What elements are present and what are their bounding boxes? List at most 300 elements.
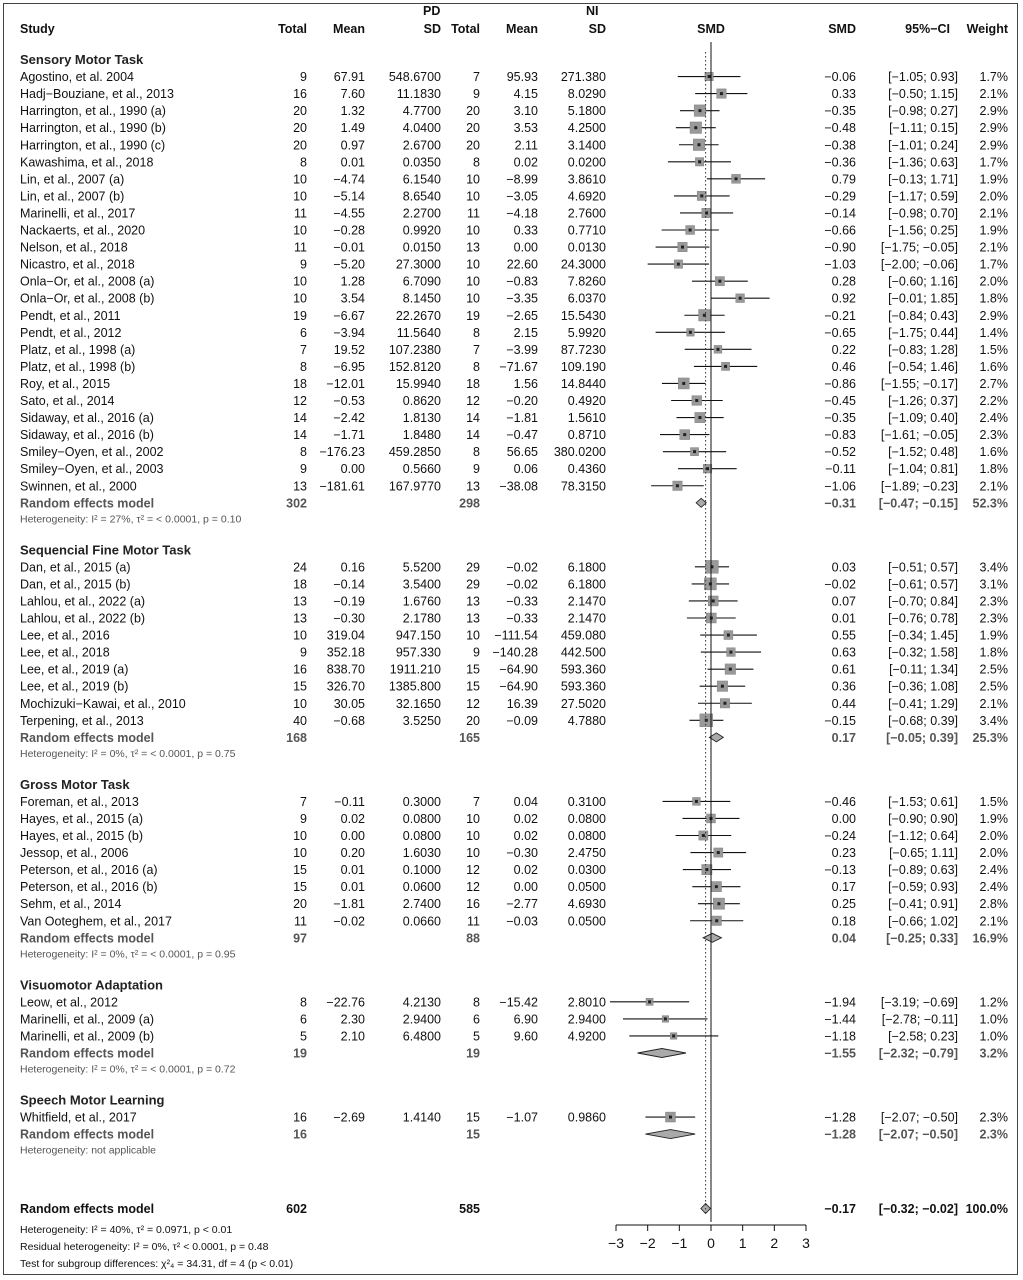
group2-header: NI (586, 4, 599, 18)
ci-cell: [−0.11; 1.34] (889, 662, 958, 677)
smd-cell: −0.45 (824, 394, 856, 408)
sd1-cell: 4.7700 (402, 104, 441, 119)
study-name: Harrington, et al., 1990 (b) (20, 121, 166, 136)
total2-cell: 5 (473, 1029, 480, 1044)
overall-label: Random effects model (20, 1202, 155, 1216)
point-estimate (698, 160, 701, 163)
total1-cell: 13 (293, 611, 307, 626)
x-tick-label: 2 (770, 1235, 779, 1251)
sd1-cell: 1.6760 (402, 594, 441, 609)
sd2-cell: 459.080 (560, 628, 606, 643)
ci-cell: [−0.65; 1.11] (889, 846, 958, 861)
smd-cell: 0.55 (831, 628, 856, 643)
total2-cell: 7 (473, 794, 480, 809)
mean1-cell: −181.61 (319, 479, 365, 494)
weight-cell: 1.9% (979, 223, 1008, 238)
study-name: Roy, et al., 2015 (20, 376, 111, 391)
mean2-cell: 56.65 (506, 445, 538, 460)
mean1-cell: −0.68 (333, 713, 365, 728)
total2-cell: 10 (466, 628, 480, 643)
sd1-cell: 107.2380 (388, 342, 441, 357)
group-heterogeneity: Heterogeneity: I² = 0%, τ² = < 0.0001, p = 0.72 (20, 1063, 236, 1076)
sd1-cell: 0.0800 (402, 829, 441, 843)
mean1-cell: 2.10 (340, 1029, 365, 1044)
smd-cell: −0.29 (824, 189, 856, 204)
total1-cell: 18 (293, 577, 307, 592)
total1-cell: 10 (293, 274, 307, 289)
total1-cell: 24 (293, 560, 307, 575)
pooled-diamond (709, 733, 723, 742)
total2-cell: 13 (466, 479, 480, 494)
sd2-cell: 4.7880 (567, 713, 606, 728)
total2-cell: 165 (459, 730, 480, 745)
mean2-cell: −3.05 (506, 189, 538, 204)
total1-cell: 12 (293, 394, 307, 408)
pooled-diamond (638, 1049, 686, 1058)
weight-cell: 16.9% (972, 931, 1008, 946)
total1-cell: 10 (293, 291, 307, 306)
smd-cell: −1.06 (824, 479, 856, 494)
group-heterogeneity: Heterogeneity: not applicable (20, 1144, 157, 1157)
smd-cell: 0.28 (831, 274, 856, 289)
weight-cell: 1.8% (979, 462, 1008, 477)
mean2-cell: −3.35 (506, 291, 538, 306)
study-name: Agostino, et al. 2004 (20, 70, 134, 85)
ci-cell: [−0.05; 0.39] (886, 730, 958, 745)
sd2-cell: 593.360 (560, 679, 606, 694)
point-estimate (677, 263, 680, 266)
header-ci: 95%−CI (905, 22, 950, 36)
sd2-cell: 380.0200 (553, 445, 606, 460)
weight-cell: 1.8% (979, 291, 1008, 306)
sd1-cell: 0.0350 (402, 155, 441, 170)
total1-cell: 7 (300, 794, 307, 809)
mean1-cell: 0.00 (340, 462, 365, 477)
total1-cell: 11 (294, 914, 307, 929)
study-name: Smiley−Oyen, et al., 2003 (20, 462, 164, 477)
point-estimate (669, 1116, 672, 1119)
study-name: Dan, et al., 2015 (a) (20, 560, 131, 575)
mean2-cell: 6.90 (513, 1012, 538, 1027)
sd2-cell: 0.8710 (567, 428, 606, 443)
mean1-cell: −22.76 (326, 995, 365, 1010)
mean1-cell: 0.02 (340, 811, 365, 826)
sd2-cell: 5.1800 (567, 104, 606, 119)
sd1-cell: 0.0600 (402, 880, 441, 895)
point-estimate (682, 382, 685, 385)
sd1-cell: 2.9400 (402, 1012, 441, 1027)
mean2-cell: −140.28 (492, 645, 538, 660)
smd-cell: −0.36 (824, 155, 856, 170)
total1-cell: 20 (293, 138, 307, 153)
weight-cell: 2.1% (979, 206, 1008, 221)
smd-cell: 0.22 (831, 342, 856, 357)
point-estimate (715, 919, 718, 922)
study-name: Lin, et al., 2007 (a) (20, 172, 125, 187)
total2-cell: 20 (466, 121, 480, 136)
total2-cell: 15 (466, 679, 480, 694)
study-name: Nackaerts, et al., 2020 (20, 223, 146, 238)
weight-cell: 2.0% (979, 189, 1008, 204)
sd2-cell: 0.0130 (567, 240, 606, 255)
total1-cell: 15 (293, 863, 307, 878)
weight-cell: 1.7% (979, 257, 1008, 272)
ci-cell: [−0.41; 0.91] (888, 897, 958, 912)
total2-cell: 8 (473, 155, 480, 170)
total2-cell: 13 (466, 240, 480, 255)
weight-cell: 2.0% (979, 274, 1008, 289)
mean2-cell: 9.60 (513, 1029, 538, 1044)
mean1-cell: −12.01 (326, 376, 365, 391)
total1-cell: 15 (293, 679, 307, 694)
point-estimate (700, 194, 703, 197)
mean1-cell: 67.91 (333, 70, 365, 85)
smd-cell: 0.92 (831, 291, 856, 306)
smd-cell: −0.86 (824, 376, 856, 391)
point-estimate (720, 92, 723, 95)
weight-cell: 1.9% (979, 172, 1008, 187)
mean1-cell: −4.74 (333, 172, 365, 187)
mean2-cell: −2.77 (506, 897, 538, 912)
sd1-cell: 1385.800 (388, 679, 441, 694)
smd-cell: −0.15 (824, 713, 856, 728)
smd-cell: 0.46 (831, 359, 856, 374)
group-title: Visuomotor Adaptation (20, 977, 163, 993)
weight-cell: 1.9% (979, 811, 1008, 826)
weight-cell: 2.4% (979, 880, 1008, 895)
mean2-cell: −64.90 (499, 662, 538, 677)
x-tick-label: 3 (802, 1235, 810, 1251)
sd2-cell: 6.1800 (567, 577, 606, 592)
sd1-cell: 8.1450 (402, 291, 441, 306)
total1-cell: 6 (300, 1012, 307, 1027)
point-estimate (727, 634, 730, 637)
total2-cell: 7 (473, 342, 480, 357)
sd2-cell: 14.8440 (560, 376, 606, 391)
ci-cell: [−2.58; 0.23] (888, 1029, 958, 1044)
mean1-cell: −0.11 (334, 794, 365, 809)
mean1-cell: 19.52 (333, 342, 365, 357)
total1-cell: 10 (293, 846, 307, 861)
smd-cell: −1.28 (824, 1110, 856, 1125)
total1-cell: 20 (293, 121, 307, 136)
sd2-cell: 4.6920 (567, 189, 606, 204)
ci-cell: [−1.09; 0.40] (888, 411, 958, 426)
point-estimate (676, 484, 679, 487)
sd1-cell: 5.5200 (402, 560, 441, 575)
total1-cell: 10 (293, 189, 307, 204)
mean1-cell: −0.02 (333, 914, 365, 929)
total2-cell: 19 (466, 308, 480, 323)
total1-cell: 6 (300, 325, 307, 340)
weight-cell: 2.3% (979, 594, 1008, 609)
ci-cell: [−1.26; 0.37] (888, 394, 958, 408)
sd2-cell: 0.0500 (567, 880, 606, 895)
ci-cell: [−2.00; −0.06] (880, 257, 958, 272)
mean2-cell: 2.15 (513, 325, 538, 340)
study-name: Whitfield, et al., 2017 (20, 1110, 137, 1125)
ci-cell: [−2.07; −0.50] (878, 1127, 958, 1142)
smd-cell: −0.38 (824, 138, 856, 153)
smd-cell: 0.25 (831, 897, 856, 912)
pooled-label: Random effects model (20, 1127, 155, 1142)
header-study: Study (20, 22, 55, 36)
header-total2: Total (451, 22, 480, 36)
point-estimate (739, 297, 742, 300)
study-name: Nicastro, et al., 2018 (20, 257, 135, 272)
overall-weight: 100.0% (965, 1202, 1008, 1216)
total2-cell: 20 (466, 713, 480, 728)
point-estimate (724, 365, 727, 368)
smd-cell: 0.36 (831, 679, 856, 694)
ci-cell: [−0.50; 1.15] (888, 87, 958, 102)
ci-cell: [−0.89; 0.63] (888, 863, 958, 878)
point-estimate (708, 75, 711, 78)
mean1-cell: 838.70 (326, 662, 365, 677)
total2-cell: 7 (473, 70, 480, 85)
weight-cell: 2.3% (979, 428, 1008, 443)
mean2-cell: −2.65 (506, 308, 538, 323)
total1-cell: 15 (293, 880, 307, 895)
sd1-cell: 22.2670 (395, 308, 441, 323)
group-heterogeneity: Heterogeneity: I² = 27%, τ² = < 0.0001, p = 0.10 (20, 513, 242, 526)
sd1-cell: 4.0400 (402, 121, 441, 136)
ci-cell: [−1.52; 0.48] (888, 445, 958, 460)
total1-cell: 9 (300, 811, 307, 826)
weight-cell: 1.4% (979, 325, 1008, 340)
smd-cell: 0.44 (831, 696, 856, 711)
total2-cell: 15 (466, 662, 480, 677)
ci-cell: [−0.36; 1.08] (888, 679, 958, 694)
smd-cell: 0.79 (831, 172, 856, 187)
total2-cell: 8 (473, 359, 480, 374)
sd2-cell: 0.9860 (567, 1110, 606, 1125)
mean2-cell: −71.67 (499, 359, 538, 374)
ci-cell: [−0.25; 0.33] (886, 931, 958, 946)
total1-cell: 13 (293, 594, 307, 609)
sd2-cell: 0.7710 (567, 223, 606, 238)
mean1-cell: 0.97 (340, 138, 365, 153)
x-tick-label: −1 (671, 1235, 688, 1251)
header-mean1: Mean (333, 22, 365, 36)
x-tick-label: −3 (608, 1235, 624, 1251)
smd-cell: −1.55 (824, 1046, 856, 1061)
mean2-cell: −0.33 (506, 611, 538, 626)
total2-cell: 6 (473, 1012, 480, 1027)
group-heterogeneity: Heterogeneity: I² = 0%, τ² = < 0.0001, p = 0.75 (20, 747, 236, 760)
header-total1: Total (278, 22, 307, 36)
sd1-cell: 0.3000 (402, 794, 441, 809)
ci-cell: [−2.07; −0.50] (880, 1110, 958, 1125)
total2-cell: 10 (466, 291, 480, 306)
sd2-cell: 15.5430 (560, 308, 606, 323)
point-estimate (717, 902, 720, 905)
sd2-cell: 4.9200 (567, 1029, 606, 1044)
weight-cell: 1.7% (979, 70, 1008, 85)
weight-cell: 2.1% (979, 914, 1008, 929)
sd1-cell: 0.5660 (402, 462, 441, 477)
total2-cell: 13 (466, 611, 480, 626)
group1-header: PD (423, 4, 441, 18)
sd2-cell: 2.1470 (567, 611, 606, 626)
weight-cell: 2.1% (979, 696, 1008, 711)
sd2-cell: 6.1800 (567, 560, 606, 575)
mean1-cell: 0.20 (340, 846, 365, 861)
mean2-cell: 95.93 (506, 70, 538, 85)
smd-cell: −0.48 (824, 121, 856, 136)
weight-cell: 2.5% (979, 662, 1008, 677)
smd-cell: −0.14 (824, 206, 856, 221)
mean2-cell: −0.33 (506, 594, 538, 609)
total1-cell: 10 (293, 829, 307, 843)
total2-cell: 11 (467, 206, 480, 221)
ci-cell: [−2.32; −0.79] (878, 1046, 958, 1061)
total1-cell: 18 (293, 376, 307, 391)
sd1-cell: 4.2130 (402, 995, 441, 1010)
weight-cell: 3.4% (979, 560, 1008, 575)
total1-cell: 11 (294, 206, 307, 221)
ci-cell: [−1.75; 0.44] (888, 325, 958, 340)
total2-cell: 12 (466, 880, 480, 895)
mean2-cell: 3.53 (513, 121, 538, 136)
point-estimate (735, 177, 738, 180)
ci-cell: [−0.66; 1.02] (888, 914, 958, 929)
header-sd2: SD (588, 22, 606, 36)
total1-cell: 10 (293, 223, 307, 238)
sd1-cell: 0.9920 (402, 223, 441, 238)
total1-cell: 20 (293, 897, 307, 912)
study-name: Foreman, et al., 2013 (20, 794, 139, 809)
smd-cell: 0.01 (831, 611, 856, 626)
mean1-cell: −5.14 (333, 189, 365, 204)
total1-cell: 19 (293, 1046, 307, 1061)
sd2-cell: 6.0370 (567, 291, 606, 306)
point-estimate (706, 467, 709, 470)
total1-cell: 40 (293, 713, 307, 728)
mean1-cell: 1.28 (340, 274, 365, 289)
point-estimate (716, 348, 719, 351)
weight-cell: 2.1% (979, 87, 1008, 102)
ci-cell: [−0.98; 0.27] (888, 104, 958, 119)
total1-cell: 16 (293, 662, 307, 677)
ci-cell: [−0.32; 1.58] (888, 645, 958, 660)
point-estimate (648, 1000, 651, 1003)
smd-cell: −0.21 (824, 308, 856, 323)
header-sd1: SD (423, 22, 441, 36)
ci-cell: [−1.04; 0.81] (888, 462, 958, 477)
study-name: Lahlou, et al., 2022 (a) (20, 594, 146, 609)
study-name: Sidaway, et al., 2016 (a) (20, 411, 154, 426)
mean1-cell: 1.32 (340, 104, 365, 119)
total2-cell: 8 (473, 325, 480, 340)
sd1-cell: 27.3000 (395, 257, 441, 272)
sd2-cell: 2.8010 (567, 995, 606, 1010)
weight-cell: 2.9% (979, 104, 1008, 119)
weight-cell: 2.9% (979, 121, 1008, 136)
mean1-cell: 1.49 (340, 121, 365, 136)
mean1-cell: 326.70 (326, 679, 365, 694)
sd2-cell: 2.4750 (567, 846, 606, 861)
mean1-cell: 30.05 (333, 696, 365, 711)
mean2-cell: −1.07 (506, 1110, 538, 1125)
sd1-cell: 167.9770 (388, 479, 441, 494)
ci-cell: [−0.01; 1.85] (888, 291, 958, 306)
ci-cell: [−1.01; 0.24] (888, 138, 958, 153)
smd-cell: −0.83 (824, 428, 856, 443)
pooled-label: Random effects model (20, 730, 155, 745)
study-name: Pendt, et al., 2012 (20, 325, 122, 340)
point-estimate (683, 433, 686, 436)
total1-cell: 11 (294, 240, 307, 255)
total2-cell: 298 (459, 496, 480, 511)
sd1-cell: 2.7400 (402, 897, 441, 912)
ci-cell: [−0.98; 0.70] (888, 206, 958, 221)
mean2-cell: −3.99 (506, 342, 538, 357)
mean1-cell: 319.04 (326, 628, 365, 643)
study-name: Lee, et al., 2019 (b) (20, 679, 129, 694)
mean1-cell: −5.20 (333, 257, 365, 272)
total1-cell: 8 (300, 155, 307, 170)
total2-cell: 9 (473, 462, 480, 477)
total2-cell: 10 (466, 172, 480, 187)
smd-cell: 0.23 (831, 846, 856, 861)
point-estimate (715, 885, 718, 888)
total2-cell: 10 (466, 189, 480, 204)
total1-cell: 10 (293, 628, 307, 643)
group-title: Speech Motor Learning (20, 1092, 165, 1108)
sd2-cell: 1.5610 (567, 411, 606, 426)
ci-cell: [−1.55; −0.17] (880, 376, 958, 391)
total1-cell: 8 (300, 995, 307, 1010)
study-name: Hayes, et al., 2015 (a) (20, 811, 143, 826)
weight-cell: 25.3% (972, 730, 1008, 745)
study-name: Lahlou, et al., 2022 (b) (20, 611, 146, 626)
weight-cell: 1.5% (979, 794, 1008, 809)
sd2-cell: 593.360 (560, 662, 606, 677)
smd-cell: −0.13 (824, 863, 856, 878)
total2-cell: 10 (466, 811, 480, 826)
point-estimate (664, 1017, 667, 1020)
mean1-cell: 0.16 (340, 560, 365, 575)
sd1-cell: 1.6030 (402, 846, 441, 861)
point-estimate (695, 800, 698, 803)
mean2-cell: −15.42 (499, 995, 538, 1010)
ci-cell: [−1.36; 0.63] (888, 155, 958, 170)
point-estimate (681, 246, 684, 249)
total2-cell: 13 (466, 594, 480, 609)
total2-cell: 16 (466, 897, 480, 912)
mean1-cell: 2.30 (340, 1012, 365, 1027)
pooled-diamond (696, 498, 706, 507)
total1-cell: 9 (300, 462, 307, 477)
mean2-cell: −38.08 (499, 479, 538, 494)
point-estimate (717, 851, 720, 854)
total1-cell: 16 (293, 1110, 307, 1125)
ci-cell: [−0.54; 1.46] (888, 359, 958, 374)
ci-cell: [−1.53; 0.61] (888, 794, 958, 809)
total2-cell: 10 (466, 274, 480, 289)
sd1-cell: 6.4800 (402, 1029, 441, 1044)
study-name: Marinelli, et al., 2009 (a) (20, 1012, 155, 1027)
mean1-cell: −2.69 (333, 1110, 365, 1125)
total2-cell: 14 (466, 411, 480, 426)
total1-cell: 97 (293, 931, 307, 946)
mean2-cell: −0.09 (506, 713, 538, 728)
sd2-cell: 0.0200 (567, 155, 606, 170)
sd1-cell: 0.0660 (402, 914, 441, 929)
sd1-cell: 11.1830 (396, 87, 441, 102)
mean2-cell: 0.04 (513, 794, 538, 809)
